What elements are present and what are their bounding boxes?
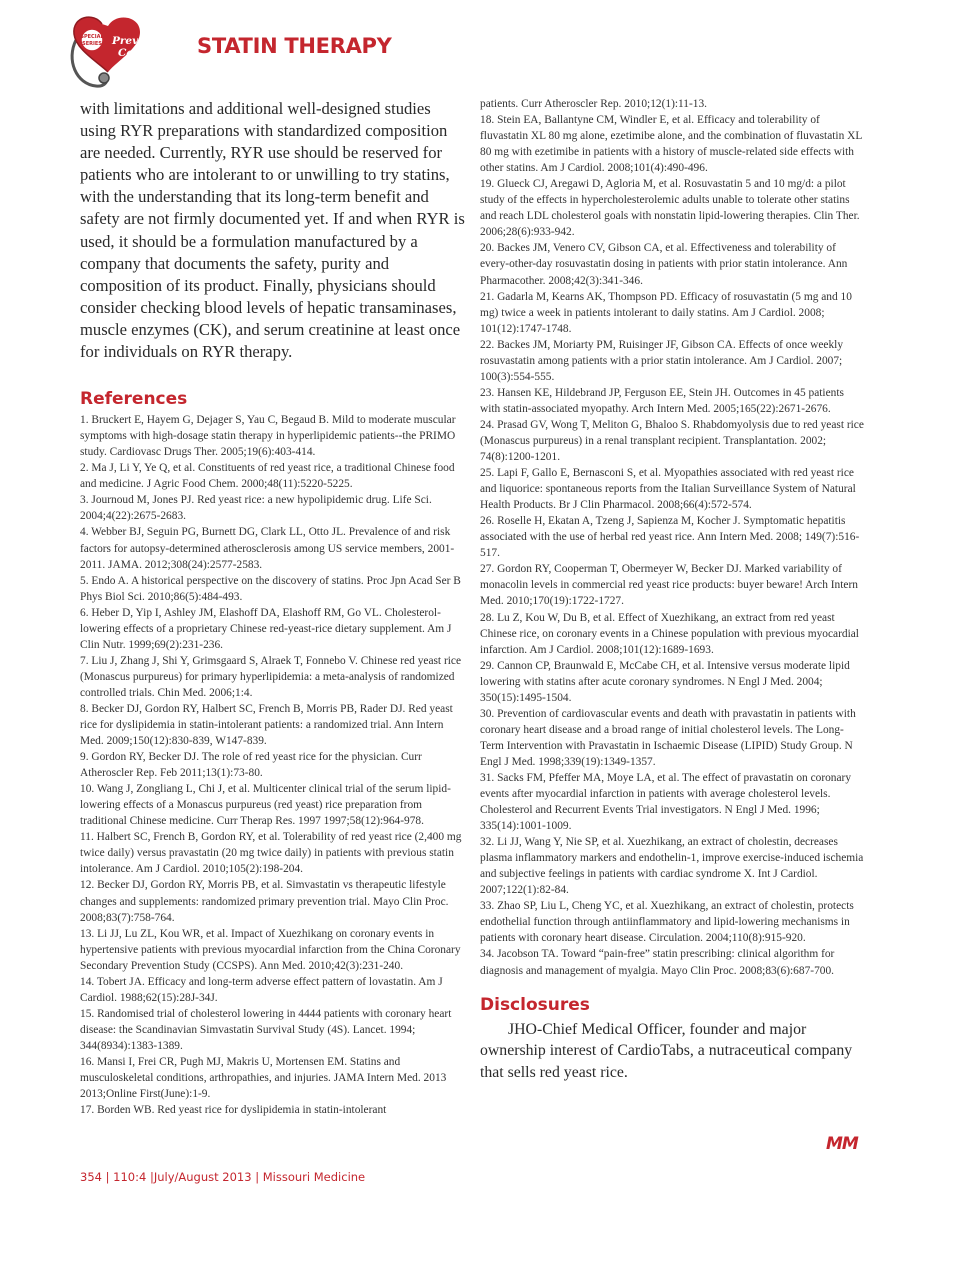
reference-item: 6. Heber D, Yip I, Ashley JM, Elashoff DA, Elashoff RM, Go VL. Cholesterol-lowering effects of a proprietary Chinese red-yeast-rice dietary supplement. Am J Clin Nutr. 1999;69(2):231-236.: [80, 606, 452, 651]
reference-item: 25. Lapi F, Gallo E, Bernasconi S, et al. Myopathies associated with red yeast rice and liquorice: spontaneous reports from the Italian Surveillance System of Natural Health Products. Br J Clin Pharmacol. 2008;66(4):572-574.: [480, 467, 856, 512]
reference-item: 1. Bruckert E, Hayem G, Dejager S, Yau C, Begaud B. Mild to moderate muscular symptoms with high-dosage statin therapy in hyperlipidemic patients--the PRIMO study. Cardiovasc Drugs Ther. 2005;19(6):403-414.: [80, 414, 456, 459]
reference-item: 3. Journoud M, Jones PJ. Red yeast rice: a new hypolipidemic drug. Life Sci. 2004;4(22):2675-2683.: [80, 494, 432, 523]
reference-item: 15. Randomised trial of cholesterol lowering in 4444 patients with coronary heart disease: the Scandinavian Simvastatin Survival Study (4S). Lancet. 1994; 344(8934):1383-1389.: [80, 1007, 452, 1052]
reference-item: 23. Hansen KE, Hildebrand JP, Ferguson EE, Stein JH. Outcomes in 45 patients with statin-associated myopathy. Arch Intern Med. 2005;165(22):2671-2676.: [480, 386, 844, 415]
reference-item: 24. Prasad GV, Wong T, Meliton G, Bhaloo S. Rhabdomyolysis due to red yeast rice (Monascus purpureus) in a renal transplant recipient. Transplantation. 2002; 74(8):1200-1201.: [480, 418, 864, 464]
reference-item: 5. Endo A. A historical perspective on the discovery of statins. Proc Jpn Acad Ser B Phys Biol Sci. 2010;86(5):484-493.: [80, 574, 461, 603]
references-heading: References: [80, 389, 188, 410]
logo-badge-line1: SPECIAL: [80, 34, 104, 40]
reference-item: 4. Webber BJ, Seguin PG, Burnett DG, Clark LL, Otto JL. Prevalence of and risk factors for autopsy-determined atherosclerosis among US service members, 2001-2011. JAMA. 2012;308(24):2577-2583.: [80, 526, 455, 571]
reference-item: 18. Stein EA, Ballantyne CM, Windler E, et al. Efficacy and tolerability of fluvastatin XL 80 mg alone, ezetimibe alone, and the combination of fluvastatin XL 80 mg with ezetimibe in patients with a history of muscle-related side effects with other statins. Am J Cardiol. 2008;101(4):490-496.: [480, 114, 862, 175]
reference-item: 21. Gadarla M, Kearns AK, Thompson PD. Efficacy of rosuvastatin (5 mg and 10 mg) twice a week in patients intolerant to daily statins. Am J Cardiol. 2008; 101(12):1747-1748.: [480, 290, 852, 335]
footer-issue: 110:4: [113, 1170, 147, 1184]
reference-item: 9. Gordon RY, Becker DJ. The role of red yeast rice for the physician. Curr Atheroscler Rep. Feb 2011;13(1):73-80.: [80, 751, 422, 780]
reference-item: 32. Li JJ, Wang Y, Nie SP, et al. Xuezhikang, an extract of cholestin, decreases plasma inflammatory markers and endothelin-1, improve exercise-induced ischemia and subjective feelings in patients with cardiac syndrome X. Int J Cardiol. 2007;122(1):82-84.: [480, 836, 864, 897]
reference-item: 22. Backes JM, Moriarty PM, Ruisinger JF, Gibson CA. Effects of once weekly rosuvastatin among patients with a prior statin intolerance. Am J Cardiol. 2007; 100(3):554-555.: [480, 338, 844, 383]
reference-item: 8. Becker DJ, Gordon RY, Halbert SC, French B, Morris PB, Rader DJ. Red yeast rice for dyslipidemia in statin-intolerant patients: a randomized trial. Ann Intern Med. 2009;150(12):830-839, W147-839.: [80, 702, 453, 748]
right-column: [480, 96, 865, 1083]
footer-journal: Missouri Medicine: [262, 1170, 366, 1184]
left-column: [80, 98, 465, 1118]
references-list-right: [480, 96, 865, 979]
logo-line1: Preventive: [112, 35, 175, 47]
reference-item: 31. Sacks FM, Pfeffer MA, Moye LA, et al. The effect of pravastatin on coronary events after myocardial infarction in patients with average cholesterol levels. Cholesterol and Recurrent Events Trial investigators. N Engl J Med. 1996; 335(14):1001-1009.: [480, 771, 852, 833]
reference-item: 29. Cannon CP, Braunwald E, McCabe CH, et al. Intensive versus moderate lipid lowering with statins after acute coronary syndromes. N Engl J Med. 2004; 350(15):1495-1504.: [480, 659, 850, 704]
disclosures-text: JHO-Chief Medical Officer, founder and major ownership interest of CardioTabs, a nutraceutical company that sells red yeast rice.: [480, 1020, 853, 1081]
disclosures-heading: Disclosures: [480, 994, 590, 1015]
references-list-left: [80, 412, 465, 1118]
reference-item: 12. Becker DJ, Gordon RY, Morris PB, et al. Simvastatin vs therapeutic lifestyle changes and supplements: randomized primary prevention trial. Mayo Clin Proc. 2008;83(7):758-764.: [80, 879, 449, 924]
logo-line2: Cardiology: [118, 47, 182, 59]
reference-item: 30. Prevention of cardiovascular events and death with pravastatin in patients with coronary heart disease and a broad range of initial cholesterol levels. The Long-Term Intervention with Pravastatin in Ischaemic Disease (LIPID) Study Group. N Engl J Med. 1998;339(19):1349-1357.: [480, 707, 856, 768]
preventive-cardiology-logo: [64, 10, 194, 90]
page-footer: 354 | 110:4 |July/August 2013 | Missouri Medicine: [80, 1170, 366, 1184]
reference-item: 26. Roselle H, Ekatan A, Tzeng J, Sapienza M, Kocher J. Symptomatic hepatitis associated with the use of herbal red yeast rice. Ann Intern Med. 2008; 149(7):516-517.: [480, 515, 860, 560]
reference-item: 13. Li JJ, Lu ZL, Kou WR, et al. Impact of Xuezhikang on coronary events in hypertensive patients with previous myocardial infarction from the China Coronary Secondary Prevention Study (CCSPS). Ann Med. 2010;42(3):231-240.: [80, 927, 461, 972]
footer-page-number: 354: [80, 1170, 102, 1184]
reference-item: 27. Gordon RY, Cooperman T, Obermeyer W, Becker DJ. Marked variability of monacolin levels in commercial red yeast rice products: buyer beware! Arch Intern Med. 2010;170(19):1722-1727.: [480, 563, 858, 608]
reference-item: 34. Jacobson TA. Toward “pain-free” statin prescribing: clinical algorithm for diagnosis and management of myalgia. Mayo Clin Proc. 2008;83(6):687-700.: [480, 948, 835, 977]
reference-item: 14. Tobert JA. Efficacy and long-term adverse effect pattern of lovastatin. Am J Cardiol. 1988;62(15):28J-34J.: [80, 975, 443, 1004]
reference-item: 7. Liu J, Zhang J, Shi Y, Grimsgaard S, Alraek T, Fonnebo V. Chinese red yeast rice (Monascus purpureus) for primary hyperlipidemia: a meta-analysis of randomized controlled trials. Chin Med. 2006;1:4.: [80, 654, 462, 699]
logo-badge-line2: SERIES: [82, 41, 102, 47]
section-title: STATIN THERAPY: [197, 34, 392, 58]
reference-item: 17. Borden WB. Red yeast rice for dyslipidemia in statin-intolerant: [80, 1104, 387, 1117]
reference-item: 33. Zhao SP, Liu L, Cheng YC, et al. Xuezhikang, an extract of cholestin, protects endothelial function through antiinflammatory and lipid-lowering mechanisms in patients with coronary heart disease. Circulation. 2004;110(8):915-920.: [480, 900, 854, 945]
reference-item: patients. Curr Atheroscler Rep. 2010;12(1):11-13.: [480, 98, 708, 110]
reference-item: 19. Glueck CJ, Aregawi D, Agloria M, et al. Rosuvastatin 5 and 10 mg/d: a pilot study of the effects in hypercholesterolemic adults unable to tolerate other statins and reach LDL cholesterol goals with nonstatin lipid-lowering therapies. Clin Ther. 2006;28(6):933-942.: [480, 178, 860, 239]
reference-item: 28. Lu Z, Kou W, Du B, et al. Effect of Xuezhikang, an extract from red yeast Chinese rice, on coronary events in a Chinese population with previous myocardial infarction. Am J Cardiol. 2008;101(12):1689-1693.: [480, 611, 859, 656]
intro-paragraph: with limitations and additional well-designed studies using RYR preparations with standardized composition are needed. Currently, RYR use should be reserved for patients who are intolerant to or unwilling to try statins, with the understanding that its long-term benefit and safety are not firmly documented yet. If and when RYR is used, it should be a formulation manufactured by a company that documents the safety, purity and composition of its product. Finally, physicians should consider checking blood levels of hepatic transaminases, muscle enzymes (CK), and serum creatinine at least once for individuals on RYR therapy.: [80, 99, 465, 362]
end-mark: MM: [826, 1134, 858, 1154]
reference-item: 10. Wang J, Zongliang L, Chi J, et al. Multicenter clinical trial of the serum lipid-lowering effects of a Monascus purpureus (red yeast) rice preparation from traditional Chinese medicine. Curr Therap Res. 1997 1997;58(12):964-978.: [80, 783, 451, 828]
reference-item: 2. Ma J, Li Y, Ye Q, et al. Constituents of red yeast rice, a traditional Chinese food and medicine. J Agric Food Chem. 2000;48(11):5220-5225.: [80, 462, 455, 491]
reference-item: 20. Backes JM, Venero CV, Gibson CA, et al. Effectiveness and tolerability of every-other-day rosuvastatin dosing in patients with prior statin intolerance. Ann Pharmacother. 2008;42(3):341-346.: [480, 242, 848, 287]
reference-item: 11. Halbert SC, French B, Gordon RY, et al. Tolerability of red yeast rice (2,400 mg twice daily) versus pravastatin (20 mg twice daily) in patients with previous statin intolerance. Am J Cardiol. 2010;105(2):198-204.: [80, 831, 462, 876]
reference-item: 16. Mansi I, Frei CR, Pugh MJ, Makris U, Mortensen EM. Statins and musculoskeletal conditions, arthropathies, and injuries. JAMA Intern Med. 2013 2013;Online First(June):1-9.: [80, 1056, 447, 1101]
footer-date: July/August 2013: [153, 1170, 252, 1184]
